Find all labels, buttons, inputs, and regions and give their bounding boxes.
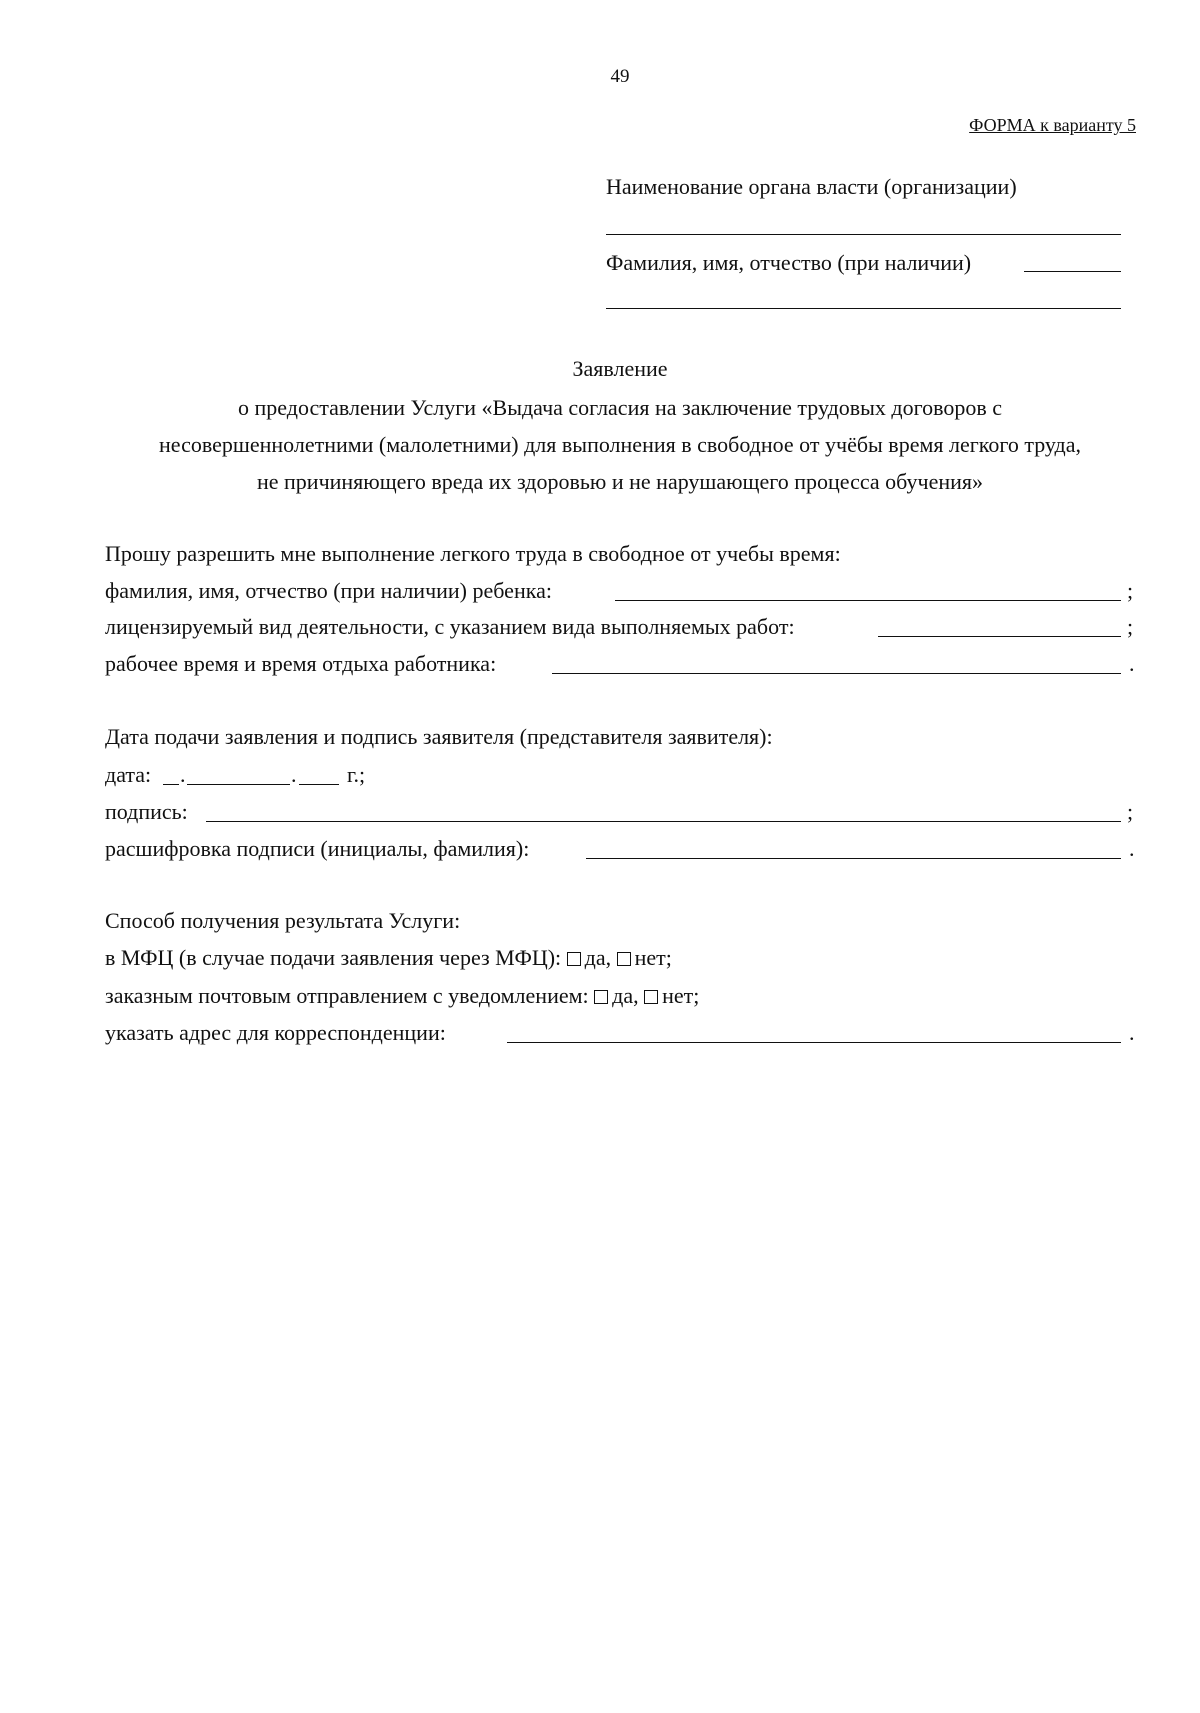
date-month-input-line[interactable] xyxy=(187,784,290,785)
signature-label: подпись: xyxy=(105,799,188,824)
address-input-line[interactable] xyxy=(507,1042,1121,1043)
date-separator-2: . xyxy=(291,762,297,787)
title-line-3: не причиняющего вреда их здоровью и не нарушающего процесса обучения» xyxy=(256,469,984,494)
authority-input-line[interactable] xyxy=(606,234,1121,235)
mfc-row-content xyxy=(105,945,672,971)
page-number: 49 xyxy=(610,66,630,87)
mfc-label: в МФЦ (в случае подачи заявления через МФЦ): xyxy=(105,945,562,970)
signature-decode-end: . xyxy=(1129,836,1135,861)
mail-no-checkbox[interactable] xyxy=(644,990,658,1004)
mail-row-content xyxy=(105,983,699,1009)
activity-end: ; xyxy=(1127,614,1134,639)
date-separator-1: . xyxy=(180,762,186,787)
address-row xyxy=(105,1020,1135,1050)
date-year-input-line[interactable] xyxy=(299,784,339,785)
mfc-yes-checkbox[interactable] xyxy=(567,952,581,966)
date-row xyxy=(105,762,505,792)
date-day-input-line[interactable] xyxy=(163,784,179,785)
signature-row xyxy=(105,799,1135,829)
delivery-intro-text: Способ получения результата Услуги: xyxy=(105,908,461,933)
work-time-row xyxy=(105,651,1135,681)
mail-label: заказным почтовым отправлением с уведомлением: xyxy=(105,983,589,1008)
form-label: ФОРМА к варианту 5 xyxy=(969,115,1136,135)
activity-row xyxy=(105,614,1135,644)
signature-intro-text: Дата подачи заявления и подпись заявителя (представителя заявителя): xyxy=(105,724,773,749)
signature-input-line[interactable] xyxy=(206,821,1121,822)
signature-decode-input-line[interactable] xyxy=(586,858,1121,859)
activity-input-line[interactable] xyxy=(878,636,1121,637)
work-time-end: . xyxy=(1129,651,1135,676)
applicant-name-label: Фамилия, имя, отчество (при наличии) xyxy=(606,250,972,275)
mail-yes-checkbox[interactable] xyxy=(594,990,608,1004)
authority-label: Наименование органа власти (организации) xyxy=(606,174,1017,199)
mail-no-label: нет; xyxy=(662,983,700,1008)
address-end: . xyxy=(1129,1020,1135,1045)
title-heading: Заявление xyxy=(572,356,668,381)
mfc-yes-label: да, xyxy=(584,945,612,970)
applicant-name-input-line-2[interactable] xyxy=(606,308,1121,309)
date-suffix: г.; xyxy=(347,762,366,787)
address-label: указать адрес для корреспонденции: xyxy=(105,1020,446,1045)
child-name-input-line[interactable] xyxy=(615,600,1121,601)
title-line-1: о предоставлении Услуги «Выдача согласия на заключение трудовых договоров с xyxy=(238,395,1002,420)
work-time-label: рабочее время и время отдыха работника: xyxy=(105,651,497,676)
child-name-label: фамилия, имя, отчество (при наличии) ребенка: xyxy=(105,578,552,603)
date-label: дата: xyxy=(105,762,152,787)
work-time-input-line[interactable] xyxy=(552,673,1121,674)
child-name-end: ; xyxy=(1127,578,1134,603)
signature-decode-label: расшифровка подписи (инициалы, фамилия): xyxy=(105,836,530,861)
mfc-no-checkbox[interactable] xyxy=(617,952,631,966)
signature-decode-row xyxy=(105,836,1135,866)
child-name-row xyxy=(105,578,1135,608)
mail-yes-label: да, xyxy=(612,983,639,1008)
signature-end: ; xyxy=(1127,799,1134,824)
request-intro-text: Прошу разрешить мне выполнение легкого труда в свободное от учебы время: xyxy=(105,541,841,566)
title-line-2: несовершеннолетними (малолетними) для выполнения в свободное от учёбы время легкого труда, xyxy=(159,432,1081,457)
activity-label: лицензируемый вид деятельности, с указанием вида выполняемых работ: xyxy=(105,614,795,639)
mfc-no-label: нет; xyxy=(634,945,672,970)
applicant-name-input-line-1[interactable] xyxy=(1024,271,1121,272)
